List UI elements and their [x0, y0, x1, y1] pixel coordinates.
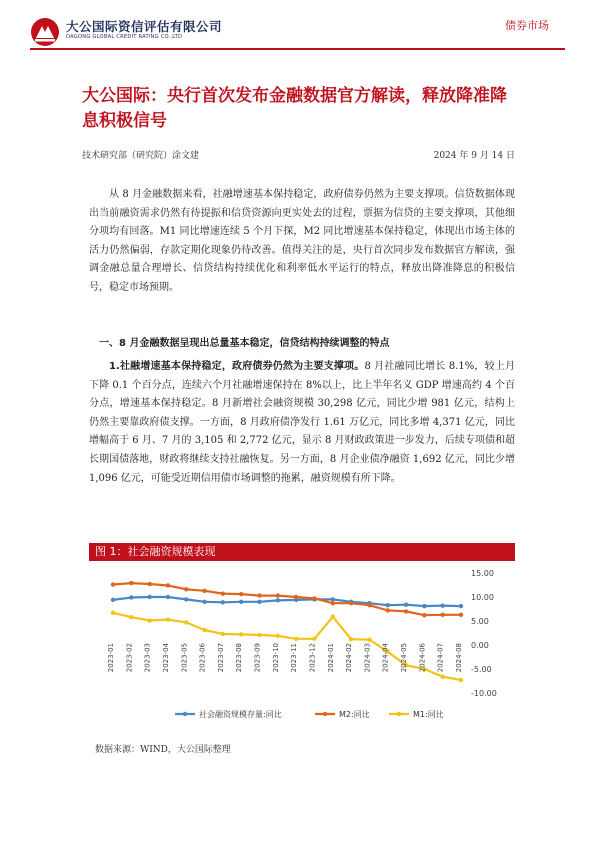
- data-point: [129, 615, 133, 619]
- company-name-cn: 大公国际资信评估有限公司: [66, 19, 223, 34]
- x-tick-label: 2023-05: [180, 643, 189, 673]
- data-point: [239, 600, 243, 604]
- section-label: 债券市场: [505, 19, 549, 32]
- data-point: [440, 613, 444, 617]
- data-point: [111, 582, 115, 586]
- company-logo-icon: [30, 17, 60, 47]
- data-point: [276, 593, 280, 597]
- legend-marker: [397, 712, 401, 716]
- data-point: [349, 601, 353, 605]
- data-point: [166, 595, 170, 599]
- data-point: [257, 600, 261, 604]
- data-point: [386, 608, 390, 612]
- data-point: [276, 598, 280, 602]
- x-tick-label: 2023-11: [290, 643, 299, 673]
- data-point: [184, 620, 188, 624]
- x-tick-label: 2024-06: [418, 643, 427, 673]
- data-point: [202, 600, 206, 604]
- series-line-0: [113, 597, 461, 606]
- x-tick-label: 2024-05: [400, 643, 409, 673]
- x-tick-label: 2024-07: [436, 643, 445, 673]
- data-point: [129, 581, 133, 585]
- data-point: [349, 637, 353, 641]
- x-tick-label: 2023-09: [253, 643, 262, 673]
- data-point: [440, 603, 444, 607]
- x-tick-label: 2023-08: [235, 643, 244, 673]
- x-tick-label: 2023-10: [271, 643, 280, 673]
- article-meta: [82, 148, 515, 161]
- data-point: [202, 589, 206, 593]
- data-point: [239, 632, 243, 636]
- y-tick-label: 5.00: [471, 617, 489, 626]
- data-point: [221, 600, 225, 604]
- social-financing-chart: [89, 563, 515, 733]
- data-point: [331, 601, 335, 605]
- y-tick-label: 10.00: [471, 593, 494, 602]
- data-point: [294, 637, 298, 641]
- data-point: [184, 597, 188, 601]
- data-point: [221, 591, 225, 595]
- x-tick-label: 2024-03: [363, 643, 372, 673]
- data-point: [459, 604, 463, 608]
- page-header: [0, 0, 595, 52]
- x-tick-label: 2024-01: [326, 643, 335, 673]
- data-point: [111, 598, 115, 602]
- data-point: [147, 618, 151, 622]
- figure-source: 数据来源：WIND，大公国际整理: [95, 745, 231, 755]
- data-point: [312, 596, 316, 600]
- legend-label: M2:同比: [339, 710, 370, 719]
- data-point: [331, 614, 335, 618]
- paragraph-intro: 从 8 月金融数据来看，社融增速基本保持稳定，政府债券仍然为主要支撑项。信贷数据体现出当前融资需求仍然有待提振和信贷资源向更实处去的过程，票据为信贷的主要支撑项，其他细分项均有回落。M1 同比增速连续 5 个月下探，M2 同比增速基本保持稳定，体现出市场主体的活力仍然偏弱，存款定期化现象仍待改善。值得关注的是，央行首次同步发布数据官方解读，强调金融总量合理增长、信贷结构持续优化和利率低水平运行的特点，释放出降准降息的积极信号，稳定市场预期。: [89, 189, 515, 293]
- data-point: [422, 604, 426, 608]
- x-tick-label: 2023-12: [308, 643, 317, 673]
- author: 技术研究部（研究院）涂文建: [82, 151, 200, 161]
- data-point: [276, 634, 280, 638]
- data-point: [312, 637, 316, 641]
- data-point: [111, 611, 115, 615]
- company-name-en: DAGONG GLOBAL CREDIT RATING CO.,LTD: [66, 34, 183, 40]
- paragraph-social-financing: [89, 358, 515, 488]
- data-point: [221, 632, 225, 636]
- data-point: [147, 582, 151, 586]
- data-point: [257, 593, 261, 597]
- data-point: [404, 602, 408, 606]
- publish-date: 2024 年 9 月 14 日: [433, 151, 515, 161]
- y-tick-label: 15.00: [471, 569, 494, 578]
- data-point: [440, 674, 444, 678]
- data-point: [386, 603, 390, 607]
- data-point: [459, 613, 463, 617]
- data-point: [367, 638, 371, 642]
- data-point: [239, 592, 243, 596]
- x-tick-label: 2023-03: [143, 643, 152, 673]
- x-tick-label: 2024-08: [455, 643, 463, 673]
- paragraph-lead: 1.社融增速基本保持稳定，政府债券仍然为主要支撑项。: [109, 361, 365, 372]
- data-point: [166, 617, 170, 621]
- y-tick-label: -10.00: [471, 689, 497, 698]
- data-point: [422, 613, 426, 617]
- x-tick-label: 2023-06: [198, 643, 207, 673]
- data-point: [166, 583, 170, 587]
- article-title: 大公国际：央行首次发布金融数据官方解读，释放降准降息积极信号: [82, 86, 507, 131]
- data-point: [367, 603, 371, 607]
- x-tick-label: 2023-07: [216, 643, 225, 673]
- legend-marker: [183, 712, 187, 716]
- x-tick-label: 2024-02: [345, 643, 354, 673]
- data-point: [147, 595, 151, 599]
- header-divider: [30, 48, 565, 50]
- section-heading-1: 一、8 月金融数据呈现出总量基本稳定，信贷结构持续调整的特点: [99, 338, 390, 349]
- data-point: [404, 609, 408, 613]
- legend-label: 社会融资规模存量:同比: [199, 710, 282, 719]
- x-tick-label: 2023-04: [161, 643, 170, 673]
- y-tick-label: -5.00: [471, 665, 492, 674]
- legend-marker: [323, 712, 327, 716]
- figure-title-bar: [89, 543, 515, 561]
- data-point: [202, 628, 206, 632]
- x-tick-label: 2024-04: [381, 643, 390, 673]
- data-point: [129, 595, 133, 599]
- figure-title: 图 1：社会融资规模表现: [95, 545, 216, 558]
- data-point: [257, 633, 261, 637]
- legend-label: M1:同比: [413, 710, 444, 719]
- x-tick-label: 2023-01: [107, 643, 115, 673]
- data-point: [459, 678, 463, 682]
- data-point: [331, 597, 335, 601]
- data-point: [294, 595, 298, 599]
- data-point: [184, 587, 188, 591]
- x-tick-label: 2023-02: [125, 643, 134, 673]
- paragraph-body: 8 月社融同比增长 8.1%，较上月下降 0.1 个百分点，连续六个月社融增速保持在 8%以上，比上半年名义 GDP 增速高约 4 个百分点，增速基本保持稳定。8 月新增社会融资规模 30,298 亿元，同比少增 981 亿元，结构上仍然主要靠政府债支撑。一方面，8 月政府债净发行 1.61 万亿元，同比多增 4,371 亿元，同比增幅高于 6 月、7 月的 3,105 和 2,772 亿元，显示 8 月财政政策进一步发力，后续专项债和超长期国债落地，财政将继续支持社融恢复。另一方面，8 月企业债净融资 1,692 亿元，同比少增 1,096 亿元，可能受近期信用债市场调整的拖累，融资规模有所下降。: [89, 361, 515, 484]
- y-tick-label: 0.00: [471, 641, 489, 650]
